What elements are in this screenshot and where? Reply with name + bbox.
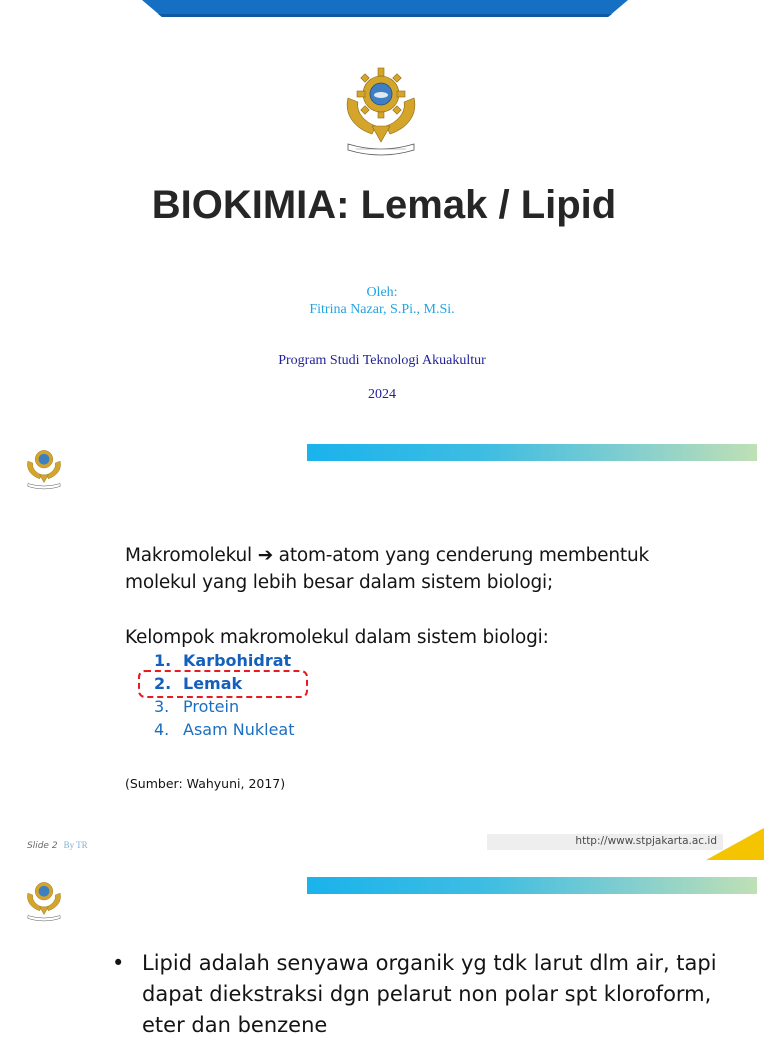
institution-emblem-icon bbox=[24, 444, 64, 490]
author-initials: By TR bbox=[63, 840, 88, 850]
list-item: 1. Karbohidrat bbox=[154, 651, 292, 670]
source-citation: (Sumber: Wahyuni, 2017) bbox=[125, 776, 286, 791]
lipid-definition-slide bbox=[0, 862, 768, 1037]
corner-triangle bbox=[706, 828, 764, 860]
intro-suffix: atom-atom yang cenderung membentuk bbox=[273, 545, 649, 566]
title-slide bbox=[0, 0, 768, 430]
author-by-label: Oleh: bbox=[366, 285, 398, 300]
slide-title: BIOKIMIA: Lemak / Lipid bbox=[151, 183, 617, 227]
header-gradient-bar bbox=[307, 444, 757, 461]
list-item: 2. Lemak bbox=[154, 674, 243, 693]
group-heading: Kelompok makromolekul dalam sistem biologi: bbox=[125, 627, 549, 648]
url-bar bbox=[487, 834, 723, 850]
intro-prefix: Makromolekul bbox=[125, 545, 258, 566]
slide-footer-left bbox=[27, 840, 88, 851]
program-name: Program Studi Teknologi Akuakultur bbox=[278, 353, 486, 368]
macromolecule-slide bbox=[0, 430, 768, 862]
institution-emblem-icon bbox=[340, 64, 422, 156]
lipid-definition-text: Lipid adalah senyawa organik yg tdk larut dlm air, tapi dapat diekstraksi dgn pelarut non polar spt kloroform, eter dan benzene bbox=[142, 951, 717, 1037]
slide-number: Slide 2 bbox=[27, 841, 58, 851]
list-item: 3. Protein bbox=[154, 697, 240, 716]
website-link[interactable]: http://www.stpjakarta.ac.id bbox=[575, 835, 717, 847]
list-item: 4. Asam Nukleat bbox=[154, 720, 295, 739]
header-gradient-bar bbox=[307, 877, 757, 894]
right-arrow-icon: ➔ bbox=[257, 545, 273, 566]
intro-paragraph bbox=[125, 542, 649, 596]
intro-line-2: molekul yang lebih besar dalam sistem biologi; bbox=[125, 572, 553, 593]
year-label: 2024 bbox=[368, 387, 396, 402]
bullet-marker: • bbox=[112, 951, 125, 975]
author-name: Fitrina Nazar, S.Pi., M.Si. bbox=[309, 302, 455, 317]
lemak-highlight-box bbox=[138, 670, 308, 698]
top-banner bbox=[142, 0, 628, 17]
institution-emblem-icon bbox=[24, 876, 64, 922]
